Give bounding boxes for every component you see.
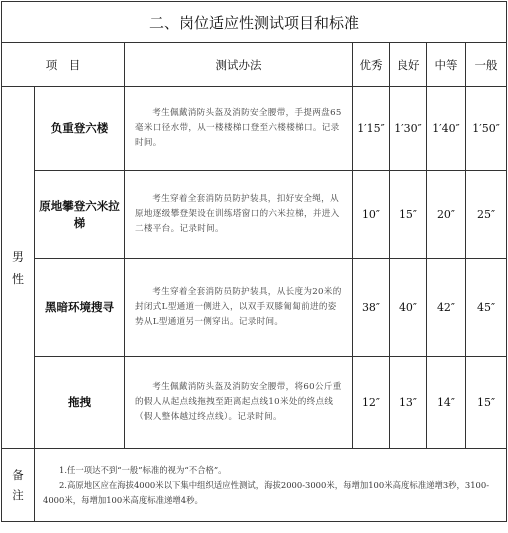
- title-row: [2, 2, 507, 43]
- header-grade-medium: 中等: [427, 43, 466, 87]
- score-good: 1′30″: [390, 87, 427, 171]
- notes-content: [35, 449, 507, 522]
- score-general: 1′50″: [466, 87, 507, 171]
- method-text: 考生穿着全套消防员防护装具，扣好安全绳，从原地逐级攀登架设在训练塔窗口的六米拉梯，并进入二楼平台。记录时间。: [135, 194, 340, 234]
- score-excellent: 38″: [353, 259, 390, 357]
- table-row: [2, 357, 507, 449]
- score-general: 15″: [466, 357, 507, 449]
- score-medium: 1′40″: [427, 87, 466, 171]
- gender-label: [2, 87, 35, 449]
- item-name: 拖拽: [35, 357, 125, 449]
- method-text: 考生佩戴消防头盔及消防安全腰带，将60公斤重的假人从起点线拖拽至距离起点线10米处的终点线（假人整体越过终点线）。记录时间。: [135, 382, 342, 422]
- table-row: [2, 171, 507, 259]
- table-row: [2, 87, 507, 171]
- item-method: [125, 171, 353, 259]
- header-row: [2, 43, 507, 87]
- item-name: 原地攀登六米拉梯: [35, 171, 125, 259]
- score-medium: 14″: [427, 357, 466, 449]
- standards-table-container: [1, 1, 506, 522]
- gender-label-char-2: 性: [11, 271, 24, 286]
- score-good: 40″: [390, 259, 427, 357]
- notes-label-char-1: 备: [12, 468, 24, 482]
- score-excellent: 12″: [353, 357, 390, 449]
- table-title: 二、岗位适应性测试项目和标准: [2, 2, 507, 43]
- item-method: [125, 87, 353, 171]
- item-method: [125, 259, 353, 357]
- notes-label: [2, 449, 35, 522]
- header-grade-general: 一般: [466, 43, 507, 87]
- header-method: 测试办法: [125, 43, 353, 87]
- score-excellent: 1′15″: [353, 87, 390, 171]
- notes-label-char-2: 注: [12, 488, 24, 502]
- score-general: 45″: [466, 259, 507, 357]
- item-method: [125, 357, 353, 449]
- score-general: 25″: [466, 171, 507, 259]
- notes-row: [2, 449, 507, 522]
- score-excellent: 10″: [353, 171, 390, 259]
- item-name: 负重登六楼: [35, 87, 125, 171]
- score-good: 13″: [390, 357, 427, 449]
- standards-table: [1, 1, 507, 522]
- gender-label-char-1: 男: [11, 249, 24, 264]
- note-item: 1.任一项达不到“一般”标准的视为“不合格”。: [59, 464, 227, 475]
- method-text: 考生穿着全套消防员防护装具，从长度为20米的封闭式L型通道一侧进入，以双手双膝匍匐前进的姿势从L型通道另一侧穿出。记录时间。: [135, 287, 342, 327]
- item-name: 黑暗环境搜寻: [35, 259, 125, 357]
- score-medium: 20″: [427, 171, 466, 259]
- header-grade-excellent: 优秀: [353, 43, 390, 87]
- table-row: [2, 259, 507, 357]
- note-item: 2.高原地区应在海拔4000米以下集中组织适应性测试，海拔2000-3000米，每增加100米高度标准递增3秒，3100-4000米，每增加100米高度标准递增4秒。: [43, 479, 490, 505]
- score-good: 15″: [390, 171, 427, 259]
- method-text: 考生佩戴消防头盔及消防安全腰带，手提两盘65毫米口径水带，从一楼楼梯口登至六楼楼梯口。记录时间。: [135, 108, 342, 148]
- header-grade-good: 良好: [390, 43, 427, 87]
- score-medium: 42″: [427, 259, 466, 357]
- header-item: 项 目: [2, 43, 125, 87]
